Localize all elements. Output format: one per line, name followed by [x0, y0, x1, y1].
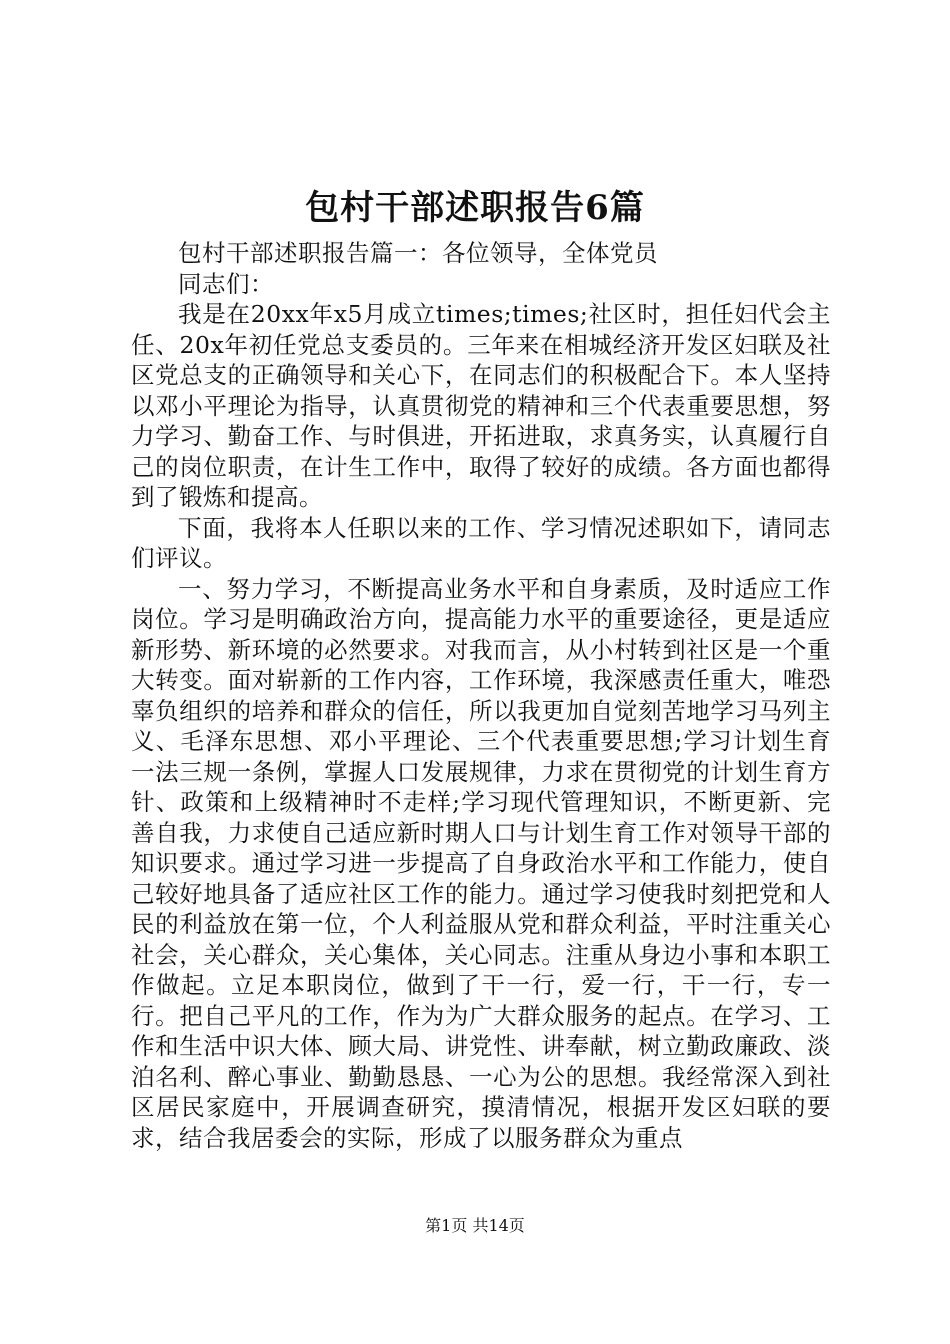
paragraph-section-one: 一、努力学习，不断提高业务水平和自身素质，及时适应工作岗位。学习是明确政治方向，提高能力水平的重要途径，更是适应新形势、新环境的必然要求。对我而言，从小村转到社区是一个重大转变。面对崭新的工作内容，工作环境，我深感责任重大，唯恐辜负组织的培养和群众的信任，所以我更加自觉刻苦地学习马列主义、毛泽东思想、邓小平理论、三个代表重要思想;学习计划生育一法三规一条例，掌握人口发展规律，力求在贯彻党的计划生育方针、政策和上级精神时不走样;学习现代管理知识，不断更新、完善自我，力求使自己适应新时期人口与计划生育工作对领导干部的知识要求。通过学习进一步提高了自身政治水平和工作能力，使自己较好地具备了适应社区工作的能力。通过学习使我时刻把党和人民的利益放在第一位，个人利益服从党和群众利益，平时注重关心社会，关心群众，关心集体，关心同志。注重从身边小事和本职工作做起。立足本职岗位，做到了干一行，爱一行，干一行，专一行。把自己平凡的工作，作为为广大群众服务的起点。在学习、工作和生活中识大体、顾大局、讲党性、讲奉献，树立勤政廉政、淡泊名利、醉心事业、勤勤恳恳、一心为公的思想。我经常深入到社区居民家庭中，开展调查研究，摸清情况，根据开发区妇联的要求，结合我居委会的实际，形成了以服务群众为重点 — [131, 574, 831, 1152]
document-body — [131, 238, 831, 1153]
paragraph-greeting: 包村干部述职报告篇一：各位领导，全体党员 — [178, 239, 658, 267]
document-title: 包村干部述职报告6篇 — [305, 188, 645, 228]
paragraph-intro: 我是在20xx年x5月成立times;times;社区时，担任妇代会主任、20x年初任党总支委员的。三年来在相城经济开发区妇联及社区党总支的正确领导和关心下，在同志们的积极配合下。本人坚持以邓小平理论为指导，认真贯彻党的精神和三个代表重要思想，努力学习、勤奋工作、与时俱进，开拓进取，求真务实，认真履行自己的岗位职责，在计生工作中，取得了较好的成绩。各方面也都得到了锻炼和提高。 — [131, 300, 831, 511]
paragraph-salutation: 同志们： — [178, 269, 274, 298]
paragraph-review-request: 下面，我将本人任职以来的工作、学习情况述职如下，请同志们评议。 — [131, 513, 831, 572]
page-number-footer: 第1页 共14页 — [425, 1216, 525, 1235]
